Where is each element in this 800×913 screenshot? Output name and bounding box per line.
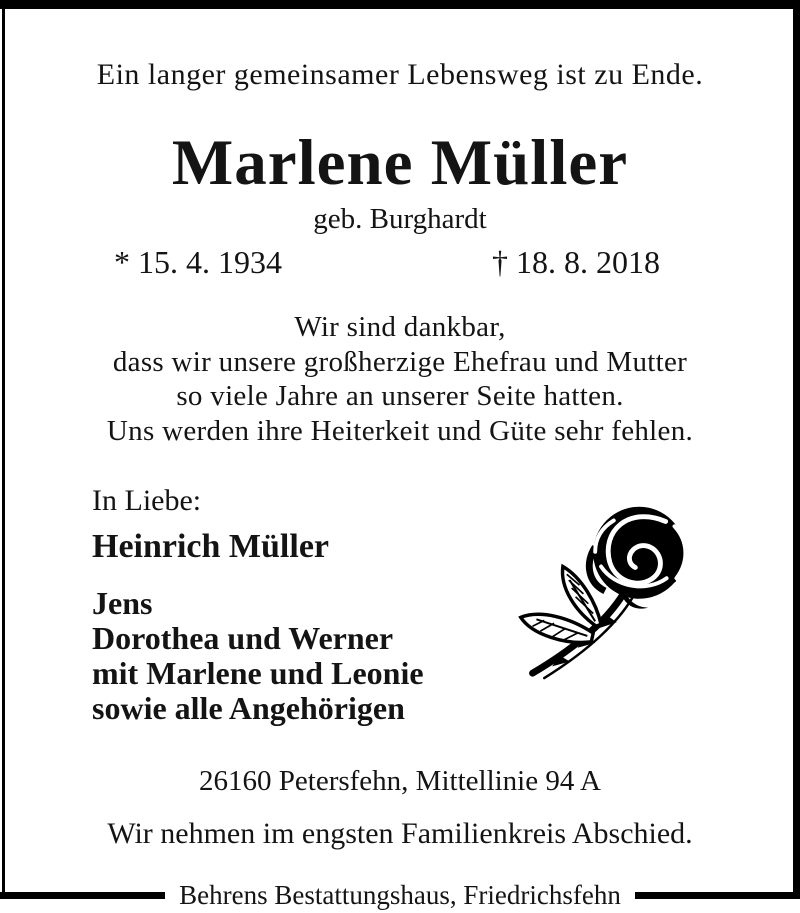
funeral-home-name: Behrens Bestattungshaus, Friedrichsfehn: [179, 879, 621, 910]
address-line: 26160 Petersfehn, Mittellinie 94 A: [199, 765, 601, 797]
farewell-line: Wir nehmen im engsten Familienkreis Abschied.: [107, 817, 693, 850]
bottom-rule-left: [0, 892, 165, 899]
mourner-list: [92, 586, 532, 726]
mourner-name: sowie alle Angehörigen: [92, 690, 405, 726]
bottom-rule-right: [635, 892, 800, 899]
maiden-name: geb. Burghardt: [313, 203, 487, 235]
death-date: † 18. 8. 2018: [492, 244, 660, 280]
in-love-label: In Liebe:: [92, 484, 202, 517]
mourner-name: Heinrich Müller: [92, 528, 330, 565]
deceased-name: Marlene Müller: [171, 127, 629, 199]
tribute-line: Uns werden ihre Heiterkeit und Güte sehr fehlen.: [106, 414, 694, 447]
rose-icon: [505, 496, 701, 682]
dates-row: [0, 244, 800, 281]
mourner-name: mit Marlene und Leonie: [92, 655, 424, 691]
tribute-line: dass wir unsere großherzige Ehefrau und Mutter: [112, 345, 688, 378]
mourner-name: Dorothea und Werner: [92, 620, 394, 656]
tribute-line: so viele Jahre an unserer Seite hatten.: [176, 380, 624, 412]
birth-date: * 15. 4. 1934: [114, 244, 282, 280]
tribute-paragraph: [0, 310, 800, 448]
tribute-line: Wir sind dankbar,: [294, 311, 506, 343]
rose-illustration: [505, 496, 701, 682]
mourner-name: Jens: [92, 585, 153, 621]
opening-line: Ein langer gemeinsamer Lebensweg ist zu Ende.: [96, 58, 704, 91]
frame-top-bar: [0, 0, 800, 9]
